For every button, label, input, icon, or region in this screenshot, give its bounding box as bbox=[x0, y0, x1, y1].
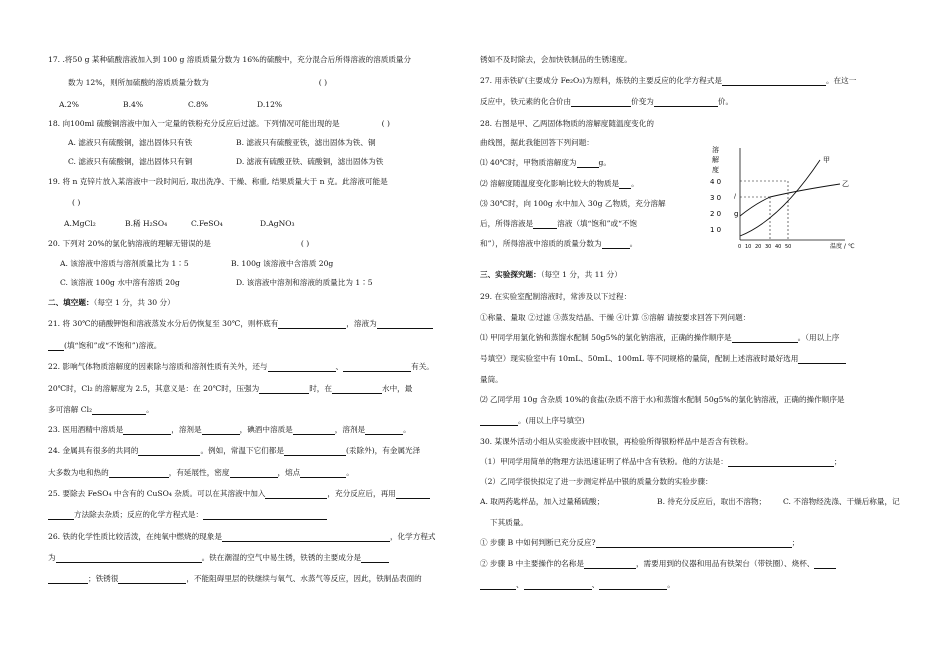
x-tick-50: 50 bbox=[785, 244, 792, 250]
option-b: B.4% bbox=[123, 100, 144, 109]
q29-line2: ①称量、量取 ②过滤 ③蒸发结晶、干燥 ④计算 ⑤溶解 请按要求回答下列问题： bbox=[480, 313, 751, 322]
q20-option-d: D. 该溶液中溶剂和溶液的质量比为 1∶5 bbox=[236, 278, 373, 287]
section2-heading: 二、填空题：（每空 1 分，共 30 分） bbox=[48, 298, 175, 307]
q30-step-a: A. 取两药匙样品，加入过量稀硫酸； bbox=[480, 497, 605, 506]
series-jia-line bbox=[740, 160, 820, 236]
q18-option-b: B. 滤液只有硫酸亚铁，滤出固体为铁、铜 bbox=[236, 138, 376, 147]
q24-line2: 大多数为电和热的 ，有延展性，密度 ，熔点 。 bbox=[48, 468, 354, 477]
x-tick-20: 20 bbox=[755, 244, 762, 250]
q21-line1: 21. 将 30℃的硝酸钾饱和溶液蒸发水分后仍恢复至 30℃，则杯底有 ，溶液为 bbox=[48, 319, 433, 329]
y-tick-40: 4 0 bbox=[710, 178, 722, 186]
q19-paren: ( ) bbox=[72, 198, 81, 207]
series-yi-label: 乙 bbox=[842, 180, 849, 188]
y-tick-10: 1 0 bbox=[710, 226, 722, 234]
q30-line1: 30. 某课外活动小组从实验废液中回收银，再检验所得银粉样品中是否含有铁粉。 bbox=[480, 437, 753, 446]
q25-line2: 方法除去杂质；反应的化学方程式是： bbox=[48, 510, 327, 520]
q30-step-c: C. 不溶物经洗涤、干燥后称量，记 bbox=[783, 497, 900, 506]
q22-line1: 22. 影响气体物质溶解度的因素除与溶质和溶剂性质有关外，还与 、 有关。 bbox=[48, 362, 434, 371]
q22-line2: 20℃时，Cl₂ 的溶解度为 2.5，其意义是：在 20℃时，压强为 时，在 水中，最 bbox=[48, 384, 413, 393]
y-unit: g bbox=[734, 210, 739, 218]
section3-heading: 三、实验探究题：（每空 1 分，共 11 分） bbox=[480, 270, 622, 279]
q26-line2: 为 。铁在潮湿的空气中易生锈，铁锈的主要成分是 bbox=[48, 553, 389, 563]
q28-line1: 28. 右图是甲、乙两固体物质的溶解度随温度变化的 bbox=[480, 119, 654, 128]
q30-step-b: B. 待充分反应后，取出不溶物； bbox=[657, 497, 767, 506]
series-yi-line bbox=[740, 184, 840, 216]
q18-option-a: A. 滤液只有硫酸铜，滤出固体只有铁 bbox=[68, 138, 193, 147]
q27-line2: 反应中，铁元素的化合价由 价变为 价。 bbox=[480, 97, 734, 106]
q17-options bbox=[59, 100, 283, 110]
q28-sub1: ⑴ 40℃时，甲物质溶解度为 g。 bbox=[480, 158, 611, 167]
x-axis-label: 温度 / ℃ bbox=[830, 243, 855, 250]
q30-q1: ① 步骤 B 中如何判断已充分反应? ； bbox=[480, 538, 800, 547]
option-c: C.FeSO₄ bbox=[191, 219, 223, 228]
q29-sub1-line2: 号填空）现实验室中有 10mL、50mL、100mL 等不同规格的量筒，配制上述溶液时最好选用 bbox=[480, 354, 846, 364]
q27-line1: 27. 用赤铁矿(主要成分 Fe₂O₃)为原料，炼铁的主要反应的化学方程式是 。在这一 bbox=[480, 76, 857, 85]
q17-line1: 17. .将50 g 某种硫酸溶液加入到 100 g 溶质质量分数为 16%的硫酸中，充分混合后所得溶液的溶质质量分 bbox=[48, 55, 412, 64]
q21-line2: (填“饱和”或“不饱和”)溶液。 bbox=[48, 341, 161, 351]
q30-q2-line1: ② 步骤 B 中主要操作的名称是 ，需要用到的仪器和用品有铁架台（带铁圈）、烧杯、 bbox=[480, 559, 836, 569]
y-tick-20: 2 0 bbox=[710, 210, 722, 218]
x-tick-0: 0 bbox=[738, 244, 742, 250]
q26-line3: ；铁锈很 ，不能阻碍里层的铁继续与氧气、水蒸气等反应，因此，铁制品表面的 bbox=[48, 574, 422, 584]
q19-options bbox=[64, 219, 295, 229]
q26-line1: 26. 铁的化学性质比较活泼，在纯氧中燃烧的现象是 ，化学方程式 bbox=[48, 532, 436, 541]
q18-option-d: D. 滤液有硫酸亚铁、硫酸铜，滤出固体为铁 bbox=[236, 157, 384, 166]
q28-sub3-line3: 和”），所得溶液中溶质的质量分数为 。 bbox=[480, 239, 638, 248]
x-tick-30: 30 bbox=[765, 244, 772, 250]
q29-sub1-line1: ⑴ 甲同学用氯化钠和蒸馏水配制 50g5%的氯化钠溶液，正确的操作顺序是 。（用以上序 bbox=[480, 333, 840, 342]
y-axis-label-3: 度 bbox=[712, 166, 719, 174]
q30-step-c-cont: 下其质量。 bbox=[490, 518, 528, 527]
q20-option-a: A. 该溶液中溶质与溶剂质量比为 1∶5 bbox=[60, 259, 189, 268]
x-tick-10: 10 bbox=[745, 244, 752, 250]
option-c: C.8% bbox=[188, 100, 209, 109]
q26-continued: 锈如不及时除去，会加快铁制品的生锈速度。 bbox=[480, 55, 632, 64]
q19-stem: 19. 将 n 克锌片放入某溶液中一段时间后, 取出洗净、干燥、称重, 结果质量大于 n 克。此溶液可能是 bbox=[48, 177, 388, 186]
q29-line1: 29. 在实验室配制溶液时，常涉及以下过程： bbox=[480, 292, 632, 301]
q18-stem: 18. 向100ml 硫酸铜溶液中加入一定量的铁粉充分反应后过滤。下列情况可能出现的是 ( ) bbox=[48, 119, 390, 128]
option-a: A.MgCl₂ bbox=[64, 219, 96, 228]
q30-q2-line2: 、 、 。 bbox=[480, 580, 675, 590]
y-tick-30: 3 0 bbox=[710, 194, 722, 202]
option-a: A.2% bbox=[59, 100, 79, 109]
q22-line3: 多可溶解 Cl₂ 。 bbox=[48, 405, 154, 414]
series-jia-label: 甲 bbox=[823, 156, 830, 164]
q18-option-c: C. 滤液只有硫酸铜，滤出固体只有铜 bbox=[68, 157, 193, 166]
q29-sub2-line2: 。(用以上序号填空) bbox=[480, 416, 585, 426]
q24-line1: 24. 金属具有很多的共同的 。例如，常温下它们都是 (汞除外)，有金属光泽 bbox=[48, 446, 421, 455]
q29-sub1-line3: 量筒。 bbox=[480, 375, 503, 384]
q30-sub2: （2）乙同学很快拟定了进一步测定样品中银的质量分数的实验步骤： bbox=[480, 477, 713, 486]
x-tick-40: 40 bbox=[775, 244, 782, 250]
option-d: D.12% bbox=[257, 100, 283, 109]
q20-option-c: C. 该溶液 100g 水中溶有溶质 20g bbox=[60, 278, 180, 287]
q20-stem: 20. 下列对 20%的氯化钠溶液的理解无错误的是 ( ) bbox=[48, 239, 310, 248]
option-d: D.AgNO₃ bbox=[260, 219, 295, 228]
q20-option-b: B. 100g 该溶液中含溶质 20g bbox=[231, 259, 334, 268]
q25-line1: 25. 要除去 FeSO₄ 中含有的 CuSO₄ 杂质。可以在其溶液中加入 ，充分反应后，再用 bbox=[48, 489, 430, 499]
q28-sub3-line1: ⑶ 30℃时，向 100g 水中加入 30g 乙物质，充分溶解 bbox=[480, 199, 666, 208]
y-tick-suffix: / bbox=[734, 193, 737, 200]
q29-sub2-line1: ⑵ 乙同学用 10g 含杂质 10%的食盐(杂质不溶于水)和蒸馏水配制 50g5%的氯化钠溶液，正确的操作顺序是 bbox=[480, 395, 845, 404]
y-axis-label-1: 溶 bbox=[712, 146, 719, 154]
q28-sub2: ⑵ 溶解度随温度变化影响比较大的物质是 。 bbox=[480, 179, 639, 188]
q30-sub1: （1）甲同学用简单的物理方法迅速证明了样品中含有铁粉。他的方法是： ； bbox=[480, 457, 842, 466]
y-axis-label-2: 解 bbox=[712, 156, 719, 164]
solubility-chart bbox=[710, 140, 890, 250]
q28-sub3-line2: 后，所得溶液是 溶液（填“饱和”或“不饱 bbox=[480, 219, 638, 228]
option-b: B.稀 H₂SO₄ bbox=[125, 219, 168, 228]
q28-line2: 曲线图，据此我能回答下列问题： bbox=[480, 138, 594, 147]
q23-line: 23. 医用酒精中溶质是 ，溶剂是 ，碘酒中溶质是 ，溶剂是 。 bbox=[48, 425, 411, 434]
q17-line2: 数为 12%，则所加硫酸的溶质质量分数为 ( ) bbox=[68, 78, 328, 87]
